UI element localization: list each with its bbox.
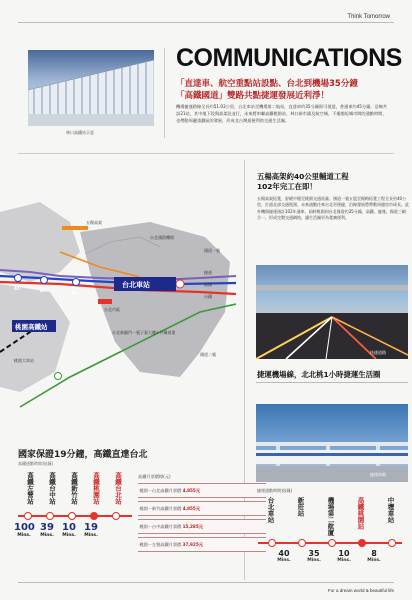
page-title: COMMUNICATIONS <box>176 44 402 72</box>
mrt-photo <box>256 404 408 482</box>
hsr-node <box>68 512 76 520</box>
map-label-district2: 台北市區 <box>104 307 120 312</box>
station-block <box>98 299 112 304</box>
map-label-line-b: 捷運 <box>204 270 212 275</box>
hsr-node <box>112 512 120 520</box>
mrt-station-2: 機場第二航廈 <box>326 497 335 536</box>
mrt-train-illustration <box>256 404 408 482</box>
map-label-taipei-station: 台北車站 <box>122 281 150 289</box>
hsr-time-3: 19 Mins. <box>84 522 98 538</box>
hsr-section-subtitle: 高鐵通勤時間表(鐘) <box>18 461 54 466</box>
mrt-time-3: 8 Mins. <box>367 549 381 563</box>
mrt-station-0: 台北車站 <box>266 497 275 523</box>
hero-caption: 林口高鐵站示意 <box>66 130 94 135</box>
mrt-time-2: 10 Mins. <box>337 549 351 563</box>
mrt-node <box>268 539 276 547</box>
header-tagline: Think Tomorrow <box>347 14 390 20</box>
mrt-section-title: 捷運機場線，北北桃1小時捷運生活圈 <box>257 370 381 379</box>
hsr-node <box>24 512 32 520</box>
highway-photo <box>256 265 408 359</box>
footer-tagline: For a dream world & beautiful life <box>327 588 394 593</box>
map-label-line-a: 台鐵 <box>204 294 212 299</box>
hsr-time-0: 100 Mins. <box>14 522 35 538</box>
mrt-time-1: 35 Mins. <box>307 549 321 563</box>
map-label-line-c: 高鐵 <box>204 282 212 287</box>
station-marker <box>15 275 22 282</box>
hsr-node <box>46 512 54 520</box>
expressway-title <box>257 172 349 192</box>
station-marker <box>73 279 80 286</box>
transport-map-graphic <box>0 192 236 412</box>
map-label-a1: A1 <box>72 290 78 295</box>
mrt-station-1: 新莊站 <box>296 497 305 517</box>
mrt-node-active <box>358 539 366 547</box>
column-divider <box>244 160 245 580</box>
orange-block <box>62 226 88 230</box>
header-rule <box>18 22 394 23</box>
hero-subtitle-line2: 「高鐵國道」雙路共點捷運發展近利淨！ <box>176 90 330 101</box>
map-label-airport: 台北國際機場 <box>150 235 174 240</box>
price-header: 高鐵月票價標(元) <box>138 474 171 479</box>
map-label-hsr-station: 桃園高鐵站 <box>15 323 48 331</box>
station-marker <box>55 373 62 380</box>
highway-photo-caption: 快速道路 <box>370 350 386 355</box>
map-label-a5: A5 <box>14 286 20 291</box>
mrt-photo-caption: 捷運車廂 <box>370 472 386 477</box>
price-row-2: 桃園－台中高鐵月票價 15,285元 <box>138 519 266 534</box>
transport-map <box>0 192 236 412</box>
expressway-body: 五楊高架拓寬，舒緩中壢至桃園交通流量。國道一號五股至楊梅拓寬工程全長約40公里，打通北部交通瓶頸，未來通勤往來台北更便捷，沿線發展將帶動周邊房市成長。此外機場捷運預計102年通車，屆時桃園到台北僅需約35分鐘，高鐵、捷運、國道三網合一，形成完整交通網絡，讓生活圈更為寬廣便利。 <box>257 196 409 221</box>
hsr-station-3: 高鐵桃園站 <box>92 472 100 505</box>
mrt-time-0: 40 Mins. <box>277 549 291 563</box>
station-marker <box>41 277 48 284</box>
station-marker <box>176 280 184 288</box>
hero-body: 機場捷運路線全長約51.03公里，台北車站至機場第二航站，直達車約35分鐘即可抵達，普通車約45分鐘。沿線共設21站，其中地下段與高架段並行，未來將串聯高鐵桃園站、林口新市鎮及航空城，不僅縮短城市間的通勤時間，也帶動周邊重劃區的發展，形成北台灣最便利的交通生活圈。 <box>176 104 388 123</box>
footer-rule <box>18 582 394 583</box>
map-label-a7: A7 <box>40 288 46 293</box>
section-rule <box>18 153 394 154</box>
mrt-node <box>298 539 306 547</box>
mrt-node <box>328 539 336 547</box>
mrt-title-rule <box>256 382 408 383</box>
hsr-station-1: 高鐵台中站 <box>48 472 56 505</box>
expressway-title-line2: 102年完工在即！ <box>257 182 317 191</box>
mrt-subtitle: 捷運通勤時間表(鐘) <box>257 488 293 493</box>
price-row-0: 桃園－台北高鐵月票價 4,855元 <box>138 483 266 498</box>
station-building-illustration <box>28 50 154 126</box>
map-label-district3: 桃園大車站 <box>14 358 34 363</box>
hsr-node-active <box>90 512 98 520</box>
mrt-node <box>388 539 396 547</box>
mrt-station-4: 中壢車站 <box>386 497 395 523</box>
map-label-rail1: 國道一號 <box>204 248 220 253</box>
hsr-station-4: 高鐵台北站 <box>114 472 122 505</box>
hsr-station-2: 高鐵新竹站 <box>70 472 78 505</box>
expressway-title-line1: 五楊高架約40公里輔道工程 <box>257 172 349 181</box>
map-label-rail2: 國道二號 <box>200 352 216 357</box>
map-label-bridge: 五楊高架 <box>86 220 102 225</box>
hero-divider <box>164 48 165 138</box>
hsr-station-0: 高鐵左營站 <box>26 472 34 505</box>
price-row-1: 桃園－新竹高鐵月票價 4,855元 <box>138 501 266 516</box>
hero-photo <box>28 50 154 126</box>
hero-subtitle-line1: 「直達車、航空重點站設點、台北到機場35分鐘 <box>176 79 358 89</box>
hsr-time-1: 39 Mins. <box>40 522 54 538</box>
hsr-section-title: 國家保證19分鐘，高鐵直達台北 <box>18 450 148 460</box>
highway-light-trails <box>256 265 408 359</box>
mrt-station-3: 高鐵桃園站 <box>356 497 365 530</box>
price-row-3: 桃園－左營高鐵月票價 37,925元 <box>138 537 266 552</box>
map-label-note: 台北新闢門一號子案大樓+共構商業 <box>112 330 176 335</box>
hsr-time-2: 10 Mins. <box>62 522 76 538</box>
hero-subtitle <box>176 79 386 102</box>
